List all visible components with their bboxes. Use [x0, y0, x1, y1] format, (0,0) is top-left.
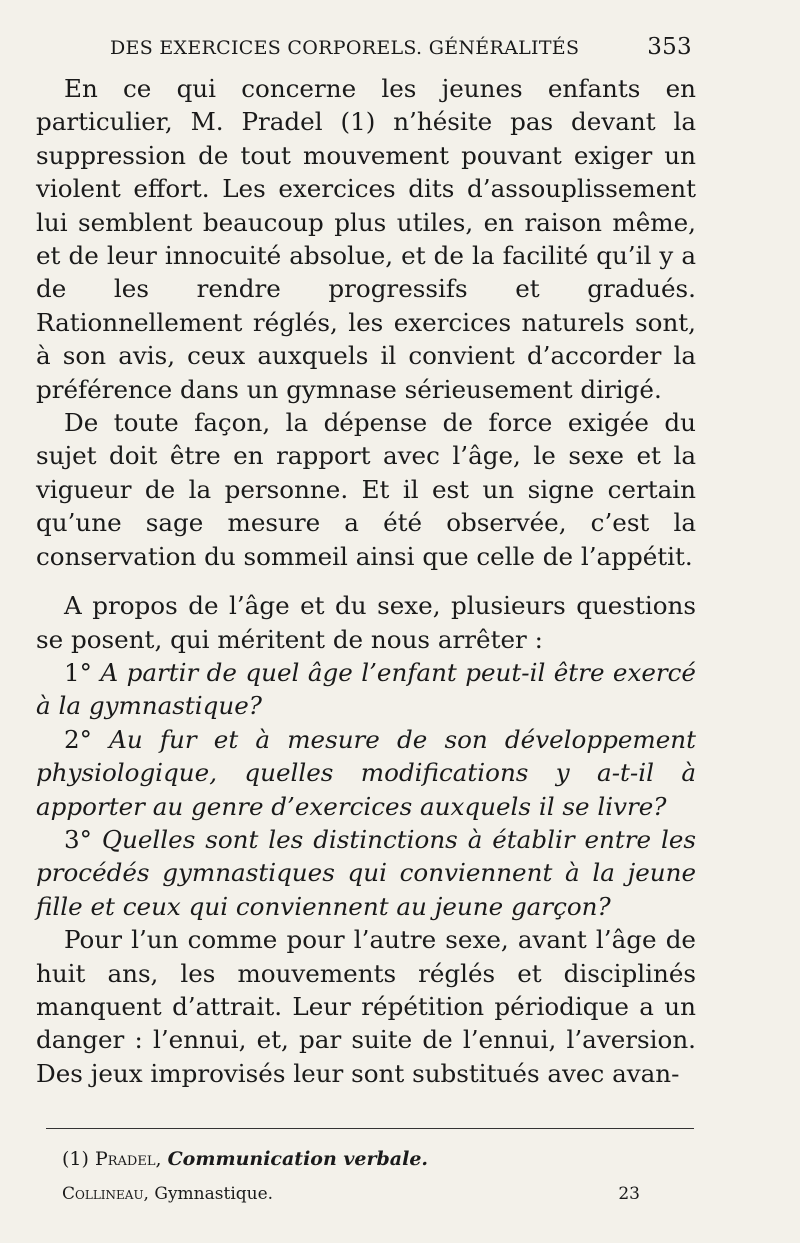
question-1	[36, 656, 696, 723]
paragraph-age-and-sex: A propos de l’âge et du sexe, plusieurs questions se posent, qui méritent de nous arrêter :	[36, 591, 696, 654]
running-title: DES EXERCICES CORPORELS. GÉNÉRALITÉS	[110, 37, 580, 59]
footnote-divider	[46, 1128, 694, 1129]
running-head	[110, 34, 692, 64]
signature-number: 23	[618, 1184, 640, 1204]
question-3-text: Quelles sont les distinctions à établir entre les procédés gymnastiques qui conviennent à la jeune fille et ceux qui conviennent au jeune garçon?	[36, 824, 696, 921]
paragraph-young-children: En ce qui concerne les jeunes enfants en particulier, M. Pradel (1) n’hésite pas devant la suppression de tout mouvement pouvant exiger un violent effort. Les exercices dits d’assouplissement lui semblent beaucoup plus utiles, en raison même, et de leur innocuité absolue, et de la facilité qu’il y a de les rendre progressifs et gradués. Rationnellement réglés, les exercices naturels sont, à son avis, ceux auxquels il convient d’accorder la préférence dans un gymnase sérieusement dirigé.	[36, 74, 696, 404]
question-1-number: 1°	[64, 657, 92, 687]
question-2-number: 2°	[64, 724, 92, 754]
question-2	[36, 723, 696, 823]
footnote	[62, 1148, 428, 1170]
footnote-work: Communication verbale.	[167, 1148, 429, 1170]
question-1-text: A partir de quel âge l’enfant peut-il être exercé à la gymnastique?	[36, 657, 696, 721]
footnote-author: Pradel,	[94, 1148, 162, 1170]
signature-title: Gymnastique.	[154, 1184, 274, 1204]
printer-signature	[62, 1184, 640, 1204]
paragraph-before-eight: Pour l’un comme pour l’autre sexe, avant l’âge de huit ans, les mouvements réglés et disciplinés manquent d’attrait. Leur répétition périodique a un danger : l’ennui, et, par suite de l’ennui, l’aversion. Des jeux improvisés leur sont substitués avec avan-	[36, 925, 696, 1088]
page-number: 353	[647, 34, 692, 60]
body-text	[36, 72, 696, 1090]
question-3	[36, 823, 696, 923]
paragraph-force-expenditure: De toute façon, la dépense de force exigée du sujet doit être en rapport avec l’âge, le sexe et la vigueur de la personne. Et il est un signe certain qu’une sage mesure a été observée, c’est la conservation du sommeil ainsi que celle de l’appétit.	[36, 408, 696, 571]
signature-left	[62, 1184, 273, 1204]
question-3-number: 3°	[64, 824, 92, 854]
footnote-marker: (1)	[62, 1148, 89, 1170]
signature-author: Collineau,	[62, 1184, 149, 1204]
question-2-text: Au fur et à mesure de son développement physiologique, quelles modifications y a-t-il à apporter au genre d’exercices auxquels il se livre?	[36, 724, 696, 821]
